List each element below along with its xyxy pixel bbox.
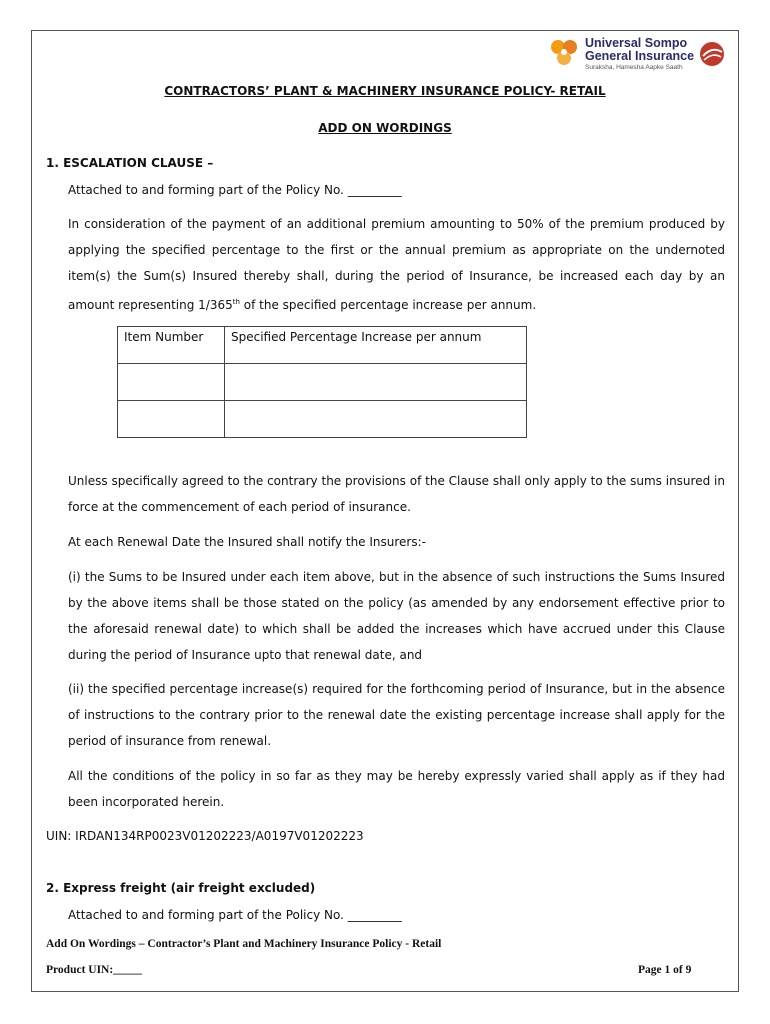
table-header-percentage: Specified Percentage Increase per annum [225,327,527,364]
section-1-attached-text: Attached to and forming part of the Policy No. _________ [68,183,402,197]
table-header-row [118,327,527,364]
table-row [118,364,527,401]
section-2-attached-text: Attached to and forming part of the Policy No. _________ [68,908,402,922]
section-2-heading: 2. Express freight (air freight excluded) [46,881,316,895]
escalation-table [117,326,527,438]
footer-page-number: Page 1 of 9 [638,964,692,976]
logo-text-line1: Universal Sompo [585,36,688,50]
table-cell [118,401,225,438]
logo-tagline: Suraksha, Hamesha Aapke Saath [585,64,683,71]
section-1-heading: 1. ESCALATION CLAUSE – [46,156,214,170]
logo-mark-icon [548,38,582,68]
unless-paragraph: Unless specifically agreed to the contrary the provisions of the Clause shall only apply to the sums insured in force at the commencement of each period of insurance. [68,474,725,514]
table-header-item-number: Item Number [118,327,225,364]
item-ii-paragraph: (ii) the specified percentage increase(s) required for the forthcoming period of Insurance, but in the absence of instructions to the contrary prior to the renewal date the existing percentage increase shall apply for the period of insurance from renewal. [68,682,725,748]
item-i-paragraph: (i) the Sums to be Insured under each item above, but in the absence of such instructions the Sums Insured by the above items shall be those stated on the policy (as amended by any endorsement effective prior to the aforesaid renewal date) to which shall be added the increases which have accrued under this Clause during the period of Insurance upto that renewal date, and [68,570,725,662]
table-cell [225,401,527,438]
table-row [118,401,527,438]
footer-product-uin: Product UIN:_____ [46,964,142,976]
logo-globe-icon [698,40,726,68]
consideration-paragraph [68,211,725,318]
consideration-text: In consideration of the payment of an additional premium amounting to 50% of the premium produced by applying the specified percentage to the first or the annual premium as appropriate on the undernoted item(s) the Sum(s) Insured thereby shall, during the period of Insurance, be increased each day by an amount representing 1/365 [68,217,725,312]
document-subtitle: ADD ON WORDINGS [318,121,452,135]
logo-text-line2: General Insurance [585,49,695,63]
conditions-paragraph: All the conditions of the policy in so far as they may be hereby expressly varied shall apply as if they had been incorporated herein. [68,769,725,809]
footer-doc-title: Add On Wordings – Contractor’s Plant and Machinery Insurance Policy - Retail [46,938,442,950]
company-logo [548,36,728,74]
table-cell [118,364,225,401]
renewal-text: At each Renewal Date the Insured shall notify the Insurers:- [68,535,426,549]
consideration-text-end: of the specified percentage increase per annum. [239,298,537,312]
table-cell [225,364,527,401]
uin-text: UIN: IRDAN134RP0023V01202223/A0197V01202223 [46,829,364,843]
document-title: CONTRACTORS’ PLANT & MACHINERY INSURANCE POLICY- RETAIL [164,84,606,98]
consideration-superscript: th [232,298,240,306]
